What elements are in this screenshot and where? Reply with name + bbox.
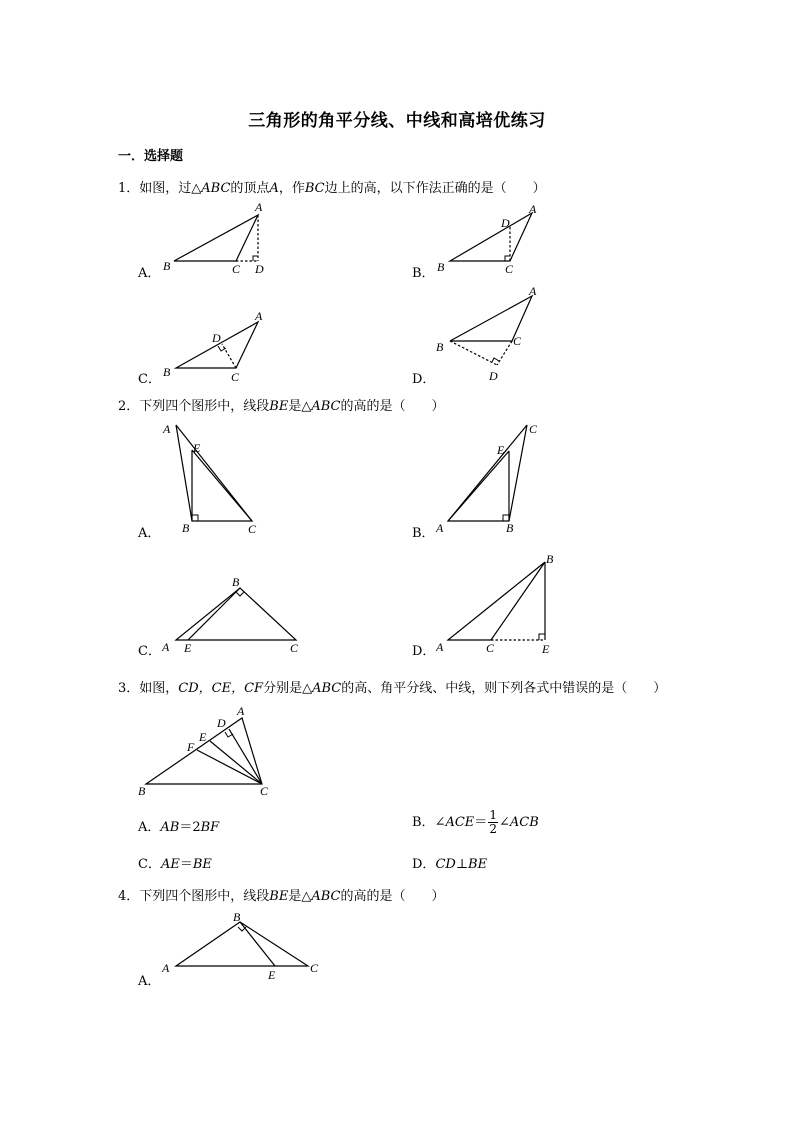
- label-a: A: [163, 422, 171, 436]
- question-text: 如图，: [139, 681, 179, 696]
- q1-option-c-label: C．: [138, 372, 161, 387]
- label-a: A: [436, 521, 444, 535]
- triangle-name: ABC: [311, 889, 341, 904]
- label-b: B: [233, 910, 241, 924]
- question-text: 是△: [288, 399, 312, 414]
- q2-option-d-label: D．: [412, 644, 436, 659]
- label-b: B: [232, 575, 240, 589]
- side-name: BC: [304, 181, 325, 196]
- label-a: A: [255, 200, 263, 214]
- label-e: E: [184, 641, 192, 655]
- segment-name: AB: [160, 820, 180, 835]
- label-c: C: [529, 422, 538, 436]
- label-c: C: [248, 522, 257, 536]
- perpendicular-symbol: ⊥: [455, 857, 469, 872]
- segment-name: BE: [269, 889, 289, 904]
- vertex-name: A: [269, 181, 279, 196]
- question-text: 的高的是（ ）: [340, 889, 445, 904]
- label-c: C: [513, 334, 522, 348]
- fraction-numerator: 1: [489, 808, 497, 822]
- label-e: E: [199, 730, 207, 744]
- q2-option-b-label: B．: [412, 526, 435, 541]
- label-b: B: [546, 552, 554, 566]
- label-b: B: [436, 340, 444, 354]
- label-c: C: [505, 262, 514, 276]
- label-d: D: [217, 716, 226, 730]
- question-text: 下列四个图形中，线段: [139, 399, 270, 414]
- triangle-name: ABC: [312, 681, 342, 696]
- page-title: 三角形的角平分线、中线和高培优练习: [248, 111, 546, 131]
- label-b: B: [138, 784, 146, 798]
- angle-name: ACE: [445, 815, 475, 830]
- question-text: 如图，过△: [139, 181, 202, 196]
- label-a: A: [436, 640, 444, 654]
- segment-name: BE: [192, 857, 212, 872]
- label-e: E: [268, 968, 276, 982]
- section-heading: 一．选择题: [118, 149, 184, 164]
- question-text: 的顶点: [230, 181, 270, 196]
- question-text: 的高、角平分线、中线，则下列各式中错误的是（ ）: [341, 681, 667, 696]
- q2-option-a-label: A．: [138, 526, 161, 541]
- equals-sign: ＝: [474, 815, 488, 830]
- label-d: D: [255, 262, 264, 276]
- label-d: D: [501, 216, 510, 230]
- option-label: D．: [412, 857, 436, 872]
- label-a: A: [162, 961, 170, 975]
- question-text: 是△: [288, 889, 312, 904]
- q1-option-a-label: A．: [138, 266, 161, 281]
- q2-option-c-label: C．: [138, 644, 161, 659]
- question-text: 边上的高，以下作法正确的是（ ）: [324, 181, 546, 196]
- label-c: C: [260, 784, 269, 798]
- equals-sign: ＝2: [179, 820, 201, 835]
- q4-option-a-label: A．: [138, 974, 161, 989]
- label-e: E: [542, 642, 550, 656]
- question-text: 的高的是（ ）: [340, 399, 445, 414]
- label-b: B: [163, 365, 171, 379]
- angle-symbol: ∠: [434, 815, 446, 830]
- triangle: [176, 922, 308, 966]
- q1-option-d-label: D．: [412, 372, 436, 387]
- angle-name: ACB: [509, 815, 539, 830]
- question-text: 下列四个图形中，线段: [139, 889, 270, 904]
- label-a: A: [162, 640, 170, 654]
- label-b: B: [182, 521, 190, 535]
- label-a: A: [529, 202, 537, 216]
- segment-name: AE: [160, 857, 180, 872]
- label-f: F: [187, 740, 195, 754]
- label-c: C: [486, 641, 495, 655]
- question-text: 分别是△: [263, 681, 313, 696]
- label-c: C: [232, 262, 241, 276]
- label-c: C: [231, 370, 240, 384]
- segment-name: BE: [269, 399, 289, 414]
- segment-name: CD: [435, 857, 456, 872]
- question-text: ，作: [278, 181, 305, 196]
- label-b: B: [437, 260, 445, 274]
- label-a: A: [237, 704, 245, 718]
- label-a: A: [255, 309, 263, 323]
- right-angle-mark: [238, 927, 246, 931]
- segment-name: BF: [200, 820, 220, 835]
- label-c: C: [290, 641, 299, 655]
- triangle-name: ABC: [201, 181, 231, 196]
- equals-sign: ＝: [179, 857, 193, 872]
- fraction-denominator: 2: [489, 822, 497, 836]
- question-number: 4．: [118, 889, 140, 904]
- question-number: 3．: [118, 681, 140, 696]
- label-c: C: [310, 961, 319, 975]
- label-b: B: [163, 259, 171, 273]
- question-number: 2．: [118, 399, 140, 414]
- segment-names: CD，CE，CF: [178, 681, 264, 696]
- label-b: B: [506, 521, 514, 535]
- label-a: A: [529, 284, 537, 298]
- label-d: D: [489, 369, 498, 383]
- option-label: B．: [412, 815, 435, 830]
- angle-symbol: ∠: [498, 815, 510, 830]
- q1-option-b-label: B．: [412, 266, 435, 281]
- question-number: 1．: [118, 181, 140, 196]
- triangle-name: ABC: [311, 399, 341, 414]
- segment-be: [240, 922, 275, 966]
- segment-name: BE: [468, 857, 488, 872]
- option-label: C．: [138, 857, 161, 872]
- label-e: E: [193, 441, 201, 455]
- label-d: D: [212, 331, 221, 345]
- label-e: E: [497, 443, 505, 457]
- option-label: A．: [138, 820, 161, 835]
